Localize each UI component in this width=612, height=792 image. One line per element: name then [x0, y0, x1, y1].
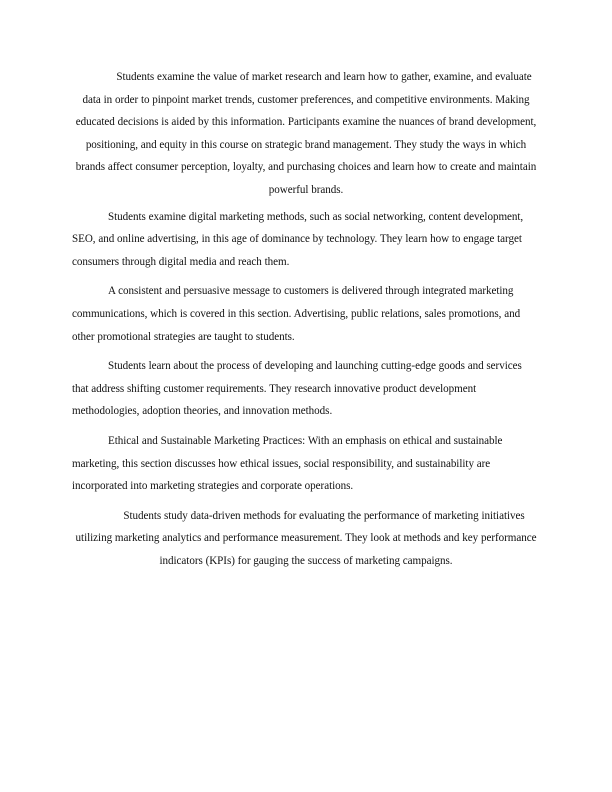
- paragraph-marketing-analytics: Students study data-driven methods for evaluating the performance of marketing initiatives utilizing marketing analytics and performance measurement. They look at methods and key performance indicators (KPIs) for gauging the success of marketing campaigns.: [75, 509, 537, 567]
- paragraph-integrated-marketing-communications: A consistent and persuasive message to customers is delivered through integrated marketing communications, which is covered in this section. Advertising, public relations, sales promotions, and other promotional strategies are taught to students.: [72, 285, 521, 343]
- paragraph-market-research-brand-management: Students examine the value of market research and learn how to gather, examine, and evaluate data in order to pinpoint market trends, customer preferences, and competitive environments. Making educated decisions is aided by this information. Participants examine the nuances of brand development, positioning, and equity in this course on strategic brand management. They study the ways in which brands affect consumer perception, loyalty, and purchasing choices and learn how to create and maintain powerful brands.: [75, 71, 537, 196]
- paragraph-product-development-innovation: Students learn about the process of developing and launching cutting-edge goods and services that address shifting customer requirements. They research innovative product development methodologies, adoption theories, and innovation methods.: [72, 360, 522, 418]
- document-body: [72, 66, 540, 572]
- paragraph-digital-marketing: Students examine digital marketing methods, such as social networking, content development, SEO, and online advertising, in this age of dominance by technology. They learn how to engage target consumers through digital media and reach them.: [72, 210, 524, 268]
- paragraph-ethical-sustainable-marketing: Ethical and Sustainable Marketing Practices: With an emphasis on ethical and sustainable marketing, this section discusses how ethical issues, social responsibility, and sustainability are incorporated into marketing strategies and corporate operations.: [72, 434, 503, 493]
